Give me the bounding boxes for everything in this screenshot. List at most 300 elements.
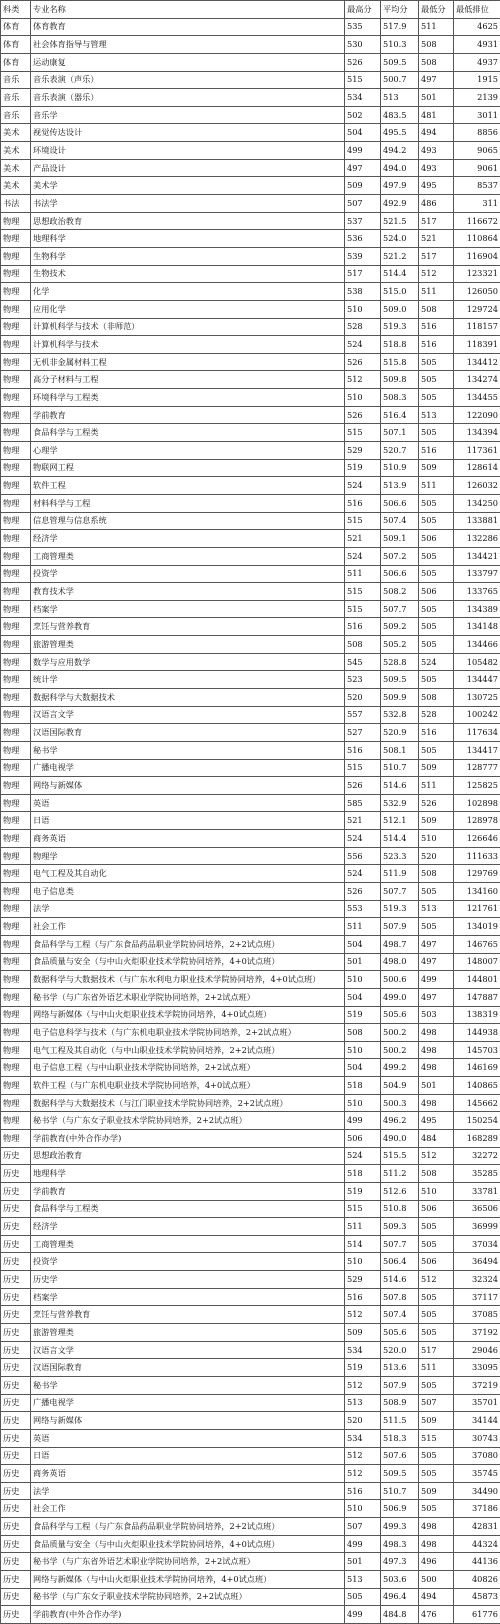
cell-average-score: 528.8 bbox=[381, 653, 419, 671]
cell-lowest-rank: 37085 bbox=[454, 1306, 500, 1324]
cell-lowest-rank: 134421 bbox=[454, 547, 500, 565]
cell-lowest-rank: 4625 bbox=[454, 18, 500, 36]
cell-lowest-rank: 33781 bbox=[454, 1182, 500, 1200]
cell-subject-category: 历史 bbox=[1, 1376, 31, 1394]
cell-average-score: 494.0 bbox=[381, 159, 419, 177]
cell-subject-category: 物理 bbox=[1, 494, 31, 512]
cell-average-score: 497.9 bbox=[381, 177, 419, 195]
cell-subject-category: 历史 bbox=[1, 1235, 31, 1253]
header-subject-category: 科类 bbox=[1, 1, 31, 19]
cell-major-name: 信息管理与信息系统 bbox=[31, 512, 345, 530]
cell-average-score: 483.5 bbox=[381, 106, 419, 124]
cell-lowest-rank: 111633 bbox=[454, 847, 500, 865]
cell-subject-category: 物理 bbox=[1, 600, 31, 618]
cell-lowest-score: 500 bbox=[419, 1571, 454, 1589]
cell-average-score: 496.4 bbox=[381, 1588, 419, 1606]
cell-highest-score: 529 bbox=[345, 442, 381, 460]
cell-major-name: 化学 bbox=[31, 283, 345, 301]
cell-lowest-score: 507 bbox=[419, 1394, 454, 1412]
cell-subject-category: 物理 bbox=[1, 953, 31, 971]
cell-subject-category: 物理 bbox=[1, 830, 31, 848]
cell-lowest-rank: 134447 bbox=[454, 671, 500, 689]
cell-average-score: 505.2 bbox=[381, 636, 419, 654]
cell-subject-category: 物理 bbox=[1, 794, 31, 812]
cell-lowest-score: 512 bbox=[419, 1271, 454, 1289]
cell-subject-category: 物理 bbox=[1, 265, 31, 283]
cell-lowest-score: 486 bbox=[419, 195, 454, 213]
table-row bbox=[1, 1571, 500, 1589]
cell-average-score: 490.0 bbox=[381, 1130, 419, 1148]
cell-major-name: 地理科学 bbox=[31, 230, 345, 248]
table-row bbox=[1, 1535, 500, 1553]
table-row bbox=[1, 89, 500, 107]
cell-lowest-rank: 9065 bbox=[454, 142, 500, 160]
cell-highest-score: 516 bbox=[345, 741, 381, 759]
cell-highest-score: 512 bbox=[345, 1465, 381, 1483]
cell-lowest-rank: 133765 bbox=[454, 583, 500, 601]
cell-lowest-score: 513 bbox=[419, 900, 454, 918]
cell-subject-category: 体育 bbox=[1, 18, 31, 36]
cell-lowest-rank: 118391 bbox=[454, 336, 500, 354]
table-row bbox=[1, 1094, 500, 1112]
cell-highest-score: 508 bbox=[345, 636, 381, 654]
table-row bbox=[1, 283, 500, 301]
table-row bbox=[1, 336, 500, 354]
cell-highest-score: 553 bbox=[345, 900, 381, 918]
cell-highest-score: 515 bbox=[345, 1200, 381, 1218]
cell-subject-category: 历史 bbox=[1, 1288, 31, 1306]
cell-lowest-rank: 100242 bbox=[454, 706, 500, 724]
cell-lowest-score: 505 bbox=[419, 424, 454, 442]
cell-average-score: 484.8 bbox=[381, 1606, 419, 1624]
cell-highest-score: 508 bbox=[345, 1024, 381, 1042]
table-row bbox=[1, 124, 500, 142]
cell-major-name: 学前教育 bbox=[31, 1182, 345, 1200]
cell-major-name: 物理学 bbox=[31, 847, 345, 865]
cell-average-score: 509.5 bbox=[381, 53, 419, 71]
cell-lowest-score: 508 bbox=[419, 300, 454, 318]
cell-lowest-score: 505 bbox=[419, 1324, 454, 1342]
cell-subject-category: 物理 bbox=[1, 777, 31, 795]
cell-subject-category: 历史 bbox=[1, 1553, 31, 1571]
cell-major-name: 网络与新媒体 bbox=[31, 777, 345, 795]
table-row bbox=[1, 106, 500, 124]
cell-highest-score: 510 bbox=[345, 389, 381, 407]
cell-subject-category: 物理 bbox=[1, 653, 31, 671]
cell-lowest-rank: 37080 bbox=[454, 1447, 500, 1465]
cell-average-score: 505.6 bbox=[381, 1006, 419, 1024]
cell-highest-score: 519 bbox=[345, 1359, 381, 1377]
cell-major-name: 广播电视学 bbox=[31, 759, 345, 777]
cell-highest-score: 524 bbox=[345, 865, 381, 883]
cell-subject-category: 历史 bbox=[1, 1165, 31, 1183]
cell-highest-score: 513 bbox=[345, 1571, 381, 1589]
table-row bbox=[1, 353, 500, 371]
cell-lowest-score: 505 bbox=[419, 1500, 454, 1518]
cell-lowest-score: 509 bbox=[419, 759, 454, 777]
cell-highest-score: 534 bbox=[345, 1341, 381, 1359]
cell-average-score: 513.6 bbox=[381, 1359, 419, 1377]
cell-average-score: 497.3 bbox=[381, 1553, 419, 1571]
cell-major-name: 汉语言文学 bbox=[31, 1341, 345, 1359]
cell-lowest-rank: 8856 bbox=[454, 124, 500, 142]
cell-major-name: 食品科学与工程（与广东食品药品职业学院协同培养，2+2试点班） bbox=[31, 1518, 345, 1536]
cell-highest-score: 527 bbox=[345, 724, 381, 742]
cell-lowest-rank: 126050 bbox=[454, 283, 500, 301]
cell-major-name: 网络与新媒体（与中山火炬职业技术学院协同培养，4+0试点班） bbox=[31, 1571, 345, 1589]
cell-subject-category: 物理 bbox=[1, 900, 31, 918]
cell-major-name: 汉语国际教育 bbox=[31, 1359, 345, 1377]
cell-major-name: 电气工程及其自动化（与中山职业技术学院协同培养，2+2试点班） bbox=[31, 1041, 345, 1059]
cell-lowest-score: 510 bbox=[419, 1182, 454, 1200]
cell-major-name: 计算机科学与技术（非师范） bbox=[31, 318, 345, 336]
cell-average-score: 515.8 bbox=[381, 353, 419, 371]
table-row bbox=[1, 300, 500, 318]
cell-subject-category: 物理 bbox=[1, 212, 31, 230]
cell-subject-category: 历史 bbox=[1, 1218, 31, 1236]
cell-highest-score: 538 bbox=[345, 283, 381, 301]
table-row bbox=[1, 671, 500, 689]
cell-major-name: 食品质量与安全（与中山火炬职业技术学院协同培养，4+0试点班） bbox=[31, 953, 345, 971]
cell-lowest-rank: 9061 bbox=[454, 159, 500, 177]
cell-highest-score: 519 bbox=[345, 1006, 381, 1024]
cell-subject-category: 历史 bbox=[1, 1482, 31, 1500]
cell-lowest-score: 498 bbox=[419, 1535, 454, 1553]
cell-average-score: 507.7 bbox=[381, 883, 419, 901]
cell-major-name: 日语 bbox=[31, 1447, 345, 1465]
cell-highest-score: 512 bbox=[345, 1306, 381, 1324]
cell-average-score: 507.4 bbox=[381, 1306, 419, 1324]
cell-average-score: 521.2 bbox=[381, 247, 419, 265]
cell-lowest-rank: 121761 bbox=[454, 900, 500, 918]
cell-subject-category: 历史 bbox=[1, 1447, 31, 1465]
cell-lowest-rank: 3011 bbox=[454, 106, 500, 124]
cell-highest-score: 516 bbox=[345, 618, 381, 636]
cell-lowest-score: 511 bbox=[419, 18, 454, 36]
cell-major-name: 网络与新媒体 bbox=[31, 1412, 345, 1430]
cell-major-name: 地理科学 bbox=[31, 1165, 345, 1183]
table-row bbox=[1, 1482, 500, 1500]
cell-subject-category: 物理 bbox=[1, 636, 31, 654]
cell-major-name: 投资学 bbox=[31, 565, 345, 583]
cell-highest-score: 523 bbox=[345, 671, 381, 689]
cell-lowest-score: 497 bbox=[419, 935, 454, 953]
cell-highest-score: 526 bbox=[345, 53, 381, 71]
cell-major-name: 软件工程 bbox=[31, 477, 345, 495]
cell-average-score: 507.9 bbox=[381, 918, 419, 936]
cell-lowest-score: 497 bbox=[419, 953, 454, 971]
cell-major-name: 商务英语 bbox=[31, 1465, 345, 1483]
table-row bbox=[1, 230, 500, 248]
cell-major-name: 商务英语 bbox=[31, 830, 345, 848]
cell-lowest-score: 505 bbox=[419, 547, 454, 565]
cell-lowest-rank: 134394 bbox=[454, 424, 500, 442]
cell-average-score: 510.7 bbox=[381, 1482, 419, 1500]
cell-average-score: 509.9 bbox=[381, 688, 419, 706]
cell-major-name: 美术学 bbox=[31, 177, 345, 195]
cell-major-name: 生物科学 bbox=[31, 247, 345, 265]
cell-subject-category: 物理 bbox=[1, 424, 31, 442]
cell-major-name: 食品科学与工程类 bbox=[31, 1200, 345, 1218]
cell-average-score: 509.8 bbox=[381, 371, 419, 389]
cell-average-score: 500.2 bbox=[381, 1024, 419, 1042]
cell-major-name: 材料科学与工程 bbox=[31, 494, 345, 512]
cell-lowest-rank: 133797 bbox=[454, 565, 500, 583]
cell-lowest-score: 497 bbox=[419, 71, 454, 89]
cell-lowest-score: 517 bbox=[419, 247, 454, 265]
table-row bbox=[1, 918, 500, 936]
table-row bbox=[1, 477, 500, 495]
cell-subject-category: 物理 bbox=[1, 336, 31, 354]
cell-lowest-rank: 117361 bbox=[454, 442, 500, 460]
cell-highest-score: 519 bbox=[345, 1182, 381, 1200]
cell-lowest-score: 494 bbox=[419, 1588, 454, 1606]
cell-lowest-rank: 144801 bbox=[454, 971, 500, 989]
table-row bbox=[1, 1077, 500, 1095]
cell-major-name: 无机非金属材料工程 bbox=[31, 353, 345, 371]
cell-major-name: 社会工作 bbox=[31, 918, 345, 936]
cell-lowest-rank: 37219 bbox=[454, 1376, 500, 1394]
cell-lowest-rank: 35745 bbox=[454, 1465, 500, 1483]
cell-subject-category: 物理 bbox=[1, 935, 31, 953]
table-row bbox=[1, 1218, 500, 1236]
cell-average-score: 520.7 bbox=[381, 442, 419, 460]
cell-highest-score: 534 bbox=[345, 1429, 381, 1447]
cell-average-score: 519.3 bbox=[381, 318, 419, 336]
cell-average-score: 511.5 bbox=[381, 1412, 419, 1430]
cell-lowest-score: 505 bbox=[419, 353, 454, 371]
cell-major-name: 英语 bbox=[31, 1429, 345, 1447]
cell-lowest-rank: 32272 bbox=[454, 1147, 500, 1165]
cell-highest-score: 516 bbox=[345, 494, 381, 512]
cell-major-name: 食品科学与工程（与广东食品药品职业学院协同培养，2+2试点班） bbox=[31, 935, 345, 953]
table-row bbox=[1, 195, 500, 213]
table-row bbox=[1, 1341, 500, 1359]
cell-lowest-rank: 140865 bbox=[454, 1077, 500, 1095]
cell-average-score: 509.3 bbox=[381, 1218, 419, 1236]
cell-lowest-rank: 134412 bbox=[454, 353, 500, 371]
cell-highest-score: 502 bbox=[345, 106, 381, 124]
cell-subject-category: 历史 bbox=[1, 1359, 31, 1377]
cell-lowest-rank: 44136 bbox=[454, 1553, 500, 1571]
cell-average-score: 514.6 bbox=[381, 1271, 419, 1289]
cell-lowest-score: 498 bbox=[419, 1059, 454, 1077]
cell-lowest-rank: 138319 bbox=[454, 1006, 500, 1024]
cell-lowest-rank: 32324 bbox=[454, 1271, 500, 1289]
cell-lowest-rank: 144938 bbox=[454, 1024, 500, 1042]
cell-highest-score: 516 bbox=[345, 1288, 381, 1306]
table-row bbox=[1, 177, 500, 195]
cell-major-name: 体育教育 bbox=[31, 18, 345, 36]
cell-highest-score: 520 bbox=[345, 688, 381, 706]
cell-major-name: 旅游管理类 bbox=[31, 636, 345, 654]
cell-major-name: 秘书学（与广东女子职业技术学院协同培养，2+2试点班） bbox=[31, 1112, 345, 1130]
cell-subject-category: 物理 bbox=[1, 847, 31, 865]
cell-subject-category: 音乐 bbox=[1, 71, 31, 89]
cell-lowest-score: 476 bbox=[419, 1606, 454, 1624]
cell-average-score: 513 bbox=[381, 89, 419, 107]
table-row bbox=[1, 1253, 500, 1271]
cell-average-score: 514.6 bbox=[381, 777, 419, 795]
cell-highest-score: 515 bbox=[345, 759, 381, 777]
cell-lowest-score: 505 bbox=[419, 883, 454, 901]
cell-subject-category: 物理 bbox=[1, 724, 31, 742]
cell-subject-category: 物理 bbox=[1, 230, 31, 248]
table-row bbox=[1, 988, 500, 1006]
cell-lowest-score: 506 bbox=[419, 530, 454, 548]
cell-lowest-score: 481 bbox=[419, 106, 454, 124]
cell-lowest-score: 511 bbox=[419, 477, 454, 495]
cell-highest-score: 534 bbox=[345, 89, 381, 107]
cell-highest-score: 510 bbox=[345, 971, 381, 989]
cell-lowest-rank: 128614 bbox=[454, 459, 500, 477]
table-row bbox=[1, 530, 500, 548]
cell-highest-score: 524 bbox=[345, 830, 381, 848]
cell-major-name: 秘书学 bbox=[31, 1376, 345, 1394]
cell-highest-score: 499 bbox=[345, 1112, 381, 1130]
cell-highest-score: 509 bbox=[345, 1324, 381, 1342]
cell-average-score: 519.3 bbox=[381, 900, 419, 918]
cell-lowest-score: 505 bbox=[419, 565, 454, 583]
cell-lowest-score: 505 bbox=[419, 636, 454, 654]
cell-major-name: 社会体育指导与管理 bbox=[31, 36, 345, 54]
cell-major-name: 汉语言文学 bbox=[31, 706, 345, 724]
cell-average-score: 506.6 bbox=[381, 494, 419, 512]
cell-lowest-score: 516 bbox=[419, 724, 454, 742]
cell-highest-score: 513 bbox=[345, 1394, 381, 1412]
cell-major-name: 食品质量与安全（与中山火炬职业技术学院协同培养，4+0试点班） bbox=[31, 1535, 345, 1553]
cell-subject-category: 历史 bbox=[1, 1412, 31, 1430]
cell-average-score: 509.2 bbox=[381, 618, 419, 636]
cell-average-score: 512.6 bbox=[381, 1182, 419, 1200]
cell-average-score: 532.8 bbox=[381, 706, 419, 724]
cell-lowest-score: 505 bbox=[419, 1465, 454, 1483]
cell-average-score: 499.3 bbox=[381, 1518, 419, 1536]
cell-lowest-rank: 123321 bbox=[454, 265, 500, 283]
cell-major-name: 食品科学与工程类 bbox=[31, 424, 345, 442]
cell-lowest-score: 508 bbox=[419, 36, 454, 54]
cell-highest-score: 585 bbox=[345, 794, 381, 812]
cell-lowest-score: 505 bbox=[419, 1376, 454, 1394]
cell-major-name: 档案学 bbox=[31, 1288, 345, 1306]
cell-major-name: 教育技术学 bbox=[31, 583, 345, 601]
table-row bbox=[1, 1394, 500, 1412]
cell-major-name: 广播电视学 bbox=[31, 1394, 345, 1412]
cell-highest-score: 499 bbox=[345, 1606, 381, 1624]
cell-lowest-rank: 126646 bbox=[454, 830, 500, 848]
cell-highest-score: 510 bbox=[345, 1094, 381, 1112]
table-row bbox=[1, 424, 500, 442]
cell-lowest-rank: 33095 bbox=[454, 1359, 500, 1377]
cell-lowest-score: 520 bbox=[419, 847, 454, 865]
cell-average-score: 507.9 bbox=[381, 1376, 419, 1394]
cell-lowest-rank: 134148 bbox=[454, 618, 500, 636]
cell-highest-score: 499 bbox=[345, 142, 381, 160]
cell-major-name: 心理学 bbox=[31, 442, 345, 460]
cell-lowest-score: 505 bbox=[419, 600, 454, 618]
cell-highest-score: 514 bbox=[345, 1235, 381, 1253]
cell-highest-score: 515 bbox=[345, 600, 381, 618]
cell-highest-score: 512 bbox=[345, 1447, 381, 1465]
cell-average-score: 507.4 bbox=[381, 512, 419, 530]
cell-lowest-rank: 134466 bbox=[454, 636, 500, 654]
cell-major-name: 历史学 bbox=[31, 1271, 345, 1289]
cell-lowest-score: 509 bbox=[419, 812, 454, 830]
cell-highest-score: 524 bbox=[345, 1147, 381, 1165]
table-row bbox=[1, 1500, 500, 1518]
cell-lowest-rank: 129769 bbox=[454, 865, 500, 883]
cell-major-name: 工商管理类 bbox=[31, 1235, 345, 1253]
cell-subject-category: 物理 bbox=[1, 883, 31, 901]
cell-lowest-rank: 134455 bbox=[454, 389, 500, 407]
cell-lowest-score: 505 bbox=[419, 371, 454, 389]
cell-lowest-score: 508 bbox=[419, 688, 454, 706]
cell-subject-category: 物理 bbox=[1, 459, 31, 477]
cell-lowest-score: 499 bbox=[419, 971, 454, 989]
cell-lowest-score: 505 bbox=[419, 512, 454, 530]
cell-major-name: 烹饪与营养教育 bbox=[31, 618, 345, 636]
cell-lowest-rank: 1915 bbox=[454, 71, 500, 89]
cell-subject-category: 物理 bbox=[1, 688, 31, 706]
cell-major-name: 日语 bbox=[31, 812, 345, 830]
cell-lowest-rank: 42831 bbox=[454, 1518, 500, 1536]
cell-lowest-score: 501 bbox=[419, 89, 454, 107]
cell-subject-category: 历史 bbox=[1, 1253, 31, 1271]
cell-major-name: 环境科学与工程类 bbox=[31, 389, 345, 407]
table-row bbox=[1, 1059, 500, 1077]
cell-lowest-score: 493 bbox=[419, 159, 454, 177]
cell-highest-score: 515 bbox=[345, 424, 381, 442]
cell-lowest-score: 516 bbox=[419, 442, 454, 460]
cell-average-score: 508.3 bbox=[381, 389, 419, 407]
cell-average-score: 514.4 bbox=[381, 265, 419, 283]
cell-major-name: 经济学 bbox=[31, 1218, 345, 1236]
cell-major-name: 秘书学 bbox=[31, 741, 345, 759]
table-row bbox=[1, 1324, 500, 1342]
cell-highest-score: 530 bbox=[345, 36, 381, 54]
cell-subject-category: 美术 bbox=[1, 142, 31, 160]
cell-lowest-rank: 134160 bbox=[454, 883, 500, 901]
cell-lowest-rank: 134417 bbox=[454, 741, 500, 759]
header-highest-score: 最高分 bbox=[345, 1, 381, 19]
cell-major-name: 高分子材料与工程 bbox=[31, 371, 345, 389]
cell-lowest-rank: 147887 bbox=[454, 988, 500, 1006]
table-row bbox=[1, 494, 500, 512]
table-row bbox=[1, 1429, 500, 1447]
cell-subject-category: 物理 bbox=[1, 741, 31, 759]
cell-lowest-rank: 37186 bbox=[454, 1500, 500, 1518]
cell-subject-category: 物理 bbox=[1, 865, 31, 883]
cell-lowest-score: 506 bbox=[419, 1253, 454, 1271]
cell-major-name: 数据科学与大数据技术 bbox=[31, 688, 345, 706]
cell-highest-score: 507 bbox=[345, 1518, 381, 1536]
cell-subject-category: 物理 bbox=[1, 477, 31, 495]
cell-lowest-rank: 30743 bbox=[454, 1429, 500, 1447]
cell-highest-score: 506 bbox=[345, 1130, 381, 1148]
cell-lowest-rank: 35285 bbox=[454, 1165, 500, 1183]
cell-subject-category: 历史 bbox=[1, 1588, 31, 1606]
cell-average-score: 500.2 bbox=[381, 1041, 419, 1059]
table-row bbox=[1, 1041, 500, 1059]
cell-major-name: 学前教育(中外合作办学) bbox=[31, 1606, 345, 1624]
cell-major-name: 法学 bbox=[31, 1482, 345, 1500]
cell-subject-category: 物理 bbox=[1, 1094, 31, 1112]
cell-average-score: 494.2 bbox=[381, 142, 419, 160]
cell-lowest-score: 505 bbox=[419, 1218, 454, 1236]
cell-highest-score: 509 bbox=[345, 177, 381, 195]
cell-highest-score: 512 bbox=[345, 1376, 381, 1394]
cell-lowest-score: 511 bbox=[419, 777, 454, 795]
